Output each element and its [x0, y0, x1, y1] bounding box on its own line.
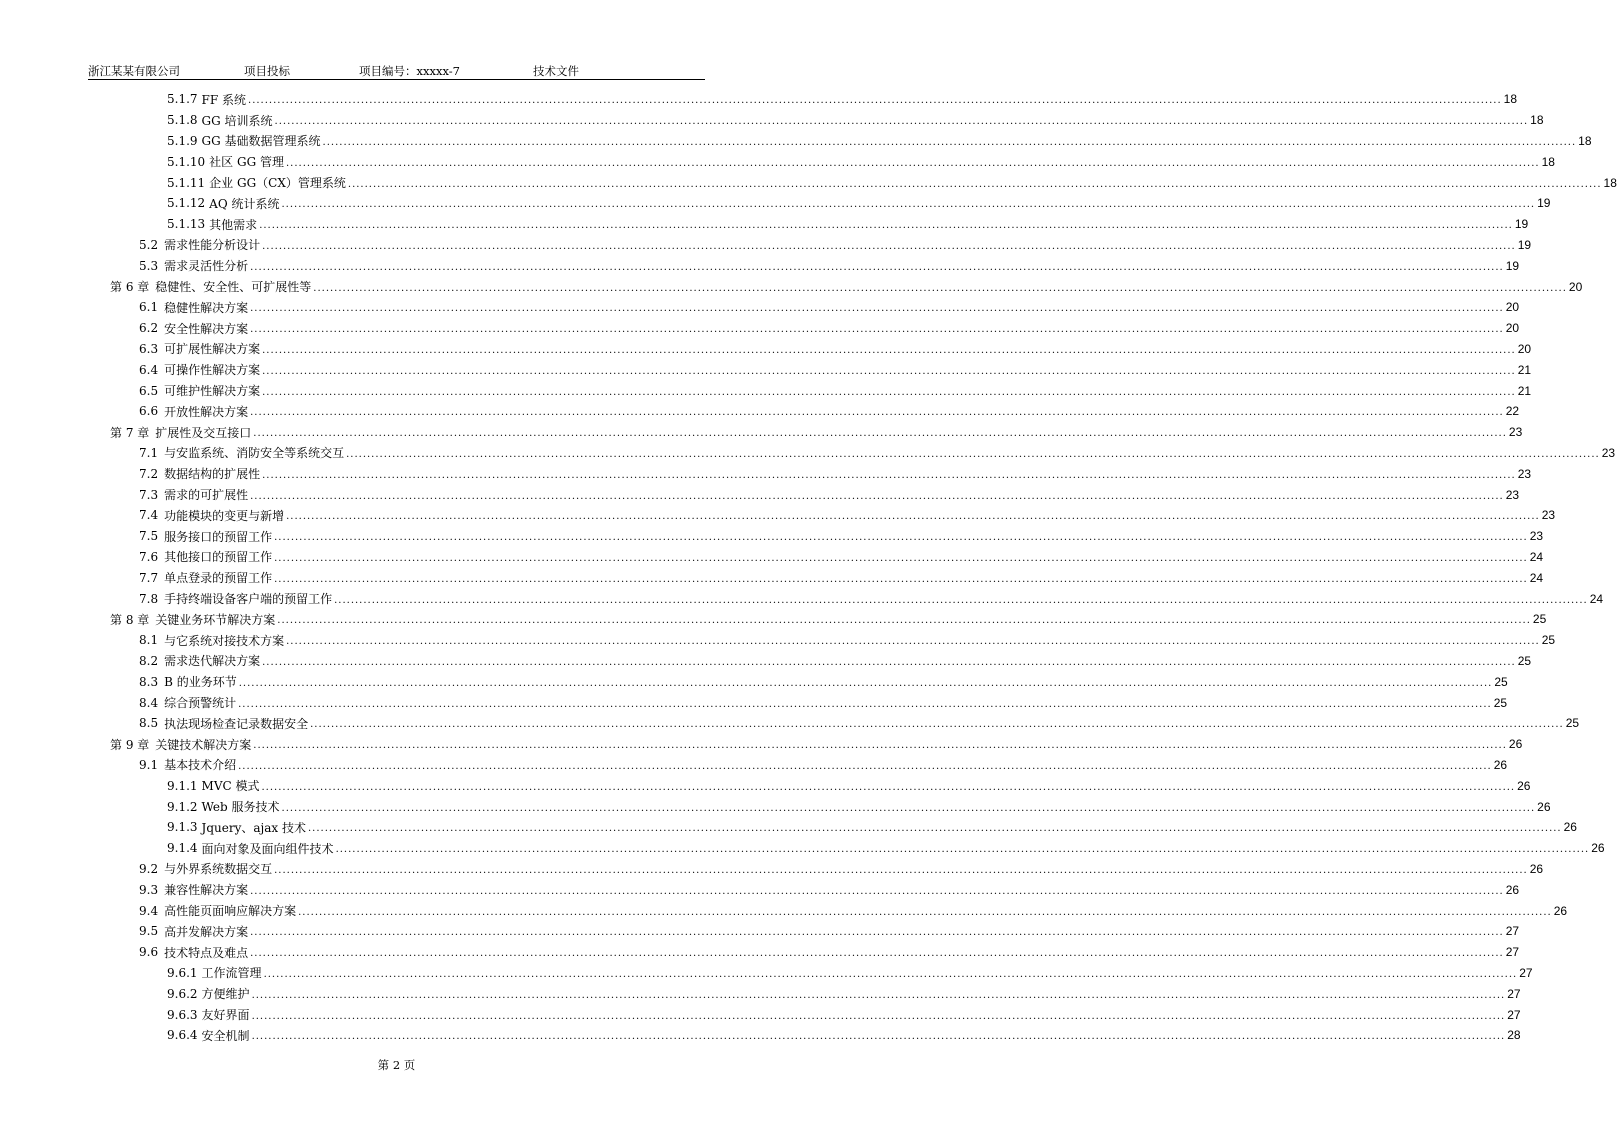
toc-entry[interactable] [139, 671, 1508, 692]
toc-entry-number: 9.1.1 [167, 778, 198, 793]
toc-entry-page: 23 [1529, 529, 1544, 544]
toc-dot-leader: ............................................................................................................................................................................................................................................................................................................ [250, 885, 1504, 897]
toc-dot-leader: ............................................................................................................................................................................................................................................................................................................ [346, 448, 1600, 460]
toc-entry-number: 5.3 [139, 258, 159, 273]
toc-entry-page: 25 [1541, 633, 1556, 648]
toc-entry-title: 服务接口的预留工作 [164, 529, 273, 544]
toc-entry-page: 23 [1601, 445, 1616, 460]
toc-entry[interactable] [167, 817, 1577, 838]
toc-entry-page: 23 [1541, 508, 1556, 523]
toc-entry-title: 其他接口的预留工作 [164, 550, 273, 565]
toc-entry-number: 第 7 章 [110, 425, 150, 440]
toc-entry[interactable] [167, 838, 1605, 859]
toc-entry[interactable] [139, 588, 1604, 609]
toc-entry-title: 手持终端设备客户端的预留工作 [164, 592, 333, 607]
toc-entry-number: 6.5 [139, 383, 159, 398]
toc-entry[interactable] [139, 567, 1544, 588]
toc-entry-title: 安全机制 [201, 1028, 250, 1043]
toc-entry[interactable] [139, 339, 1532, 360]
toc-entry-number: 9.6.1 [167, 965, 198, 980]
toc-entry[interactable] [139, 713, 1580, 734]
toc-entry-title: 需求的可扩展性 [164, 488, 249, 503]
toc-dot-leader: ............................................................................................................................................................................................................................................................................................................ [262, 240, 1516, 252]
toc-entry-page: 26 [1537, 799, 1551, 814]
toc-entry-title: 数据结构的扩展性 [164, 467, 261, 482]
toc-entry[interactable] [167, 983, 1521, 1004]
toc-entry[interactable] [139, 692, 1508, 713]
toc-entry-number: 6.3 [139, 341, 159, 356]
toc-dot-leader: ............................................................................................................................................................................................................................................................................................................ [253, 740, 1507, 752]
toc-entry-page: 26 [1508, 737, 1523, 752]
toc-entry-title: B 的业务环节 [164, 675, 237, 690]
toc-entry-title: 需求灵活性分析 [164, 259, 249, 274]
toc-entry-title: 扩展性及交互接口 [155, 425, 252, 440]
toc-entry-page: 27 [1507, 1007, 1521, 1022]
toc-dot-leader: ............................................................................................................................................................................................................................................................................................................ [313, 282, 1567, 294]
toc-entry-page: 18 [1503, 92, 1517, 107]
toc-entry-page: 18 [1603, 175, 1617, 190]
toc-dot-leader: ............................................................................................................................................................................................................................................................................................................ [274, 552, 1528, 564]
toc-entry-page: 19 [1517, 237, 1532, 252]
toc-entry-title: AQ 统计系统 [209, 196, 280, 211]
toc-entry[interactable] [139, 401, 1520, 422]
toc-entry-number: 5.1.8 [167, 113, 198, 128]
toc-dot-leader: ............................................................................................................................................................................................................................................................................................................ [274, 573, 1528, 585]
toc-entry-page: 27 [1507, 986, 1521, 1001]
toc-entry-title: 与它系统对接技术方案 [164, 633, 285, 648]
toc-entry[interactable] [139, 859, 1544, 880]
toc-entry[interactable] [139, 255, 1520, 276]
toc-entry-page: 19 [1514, 217, 1529, 232]
toc-entry[interactable] [110, 609, 1547, 630]
toc-entry-page: 23 [1517, 466, 1532, 481]
toc-dot-leader: ............................................................................................................................................................................................................................................................................................................ [253, 428, 1507, 440]
toc-entry[interactable] [167, 214, 1529, 235]
toc-dot-leader: ............................................................................................................................................................................................................................................................................................................ [261, 781, 1516, 793]
toc-dot-leader: ............................................................................................................................................................................................................................................................................................................ [251, 1010, 1506, 1022]
toc-entry[interactable] [139, 547, 1544, 568]
toc-entry-title: 与外界系统数据交互 [164, 862, 273, 877]
toc-entry[interactable] [139, 235, 1532, 256]
toc-entry[interactable] [139, 526, 1544, 547]
toc-dot-leader: ............................................................................................................................................................................................................................................................................................................ [262, 656, 1516, 668]
toc-entry[interactable] [139, 755, 1508, 776]
toc-dot-leader: ............................................................................................................................................................................................................................................................................................................ [238, 698, 1492, 710]
toc-dot-leader: ............................................................................................................................................................................................................................................................................................................ [250, 407, 1504, 419]
toc-entry-title: 高性能页面响应解决方案 [164, 904, 297, 919]
toc-entry-title: 企业 GG（CX）管理系统 [209, 176, 346, 191]
toc-entry[interactable] [139, 921, 1520, 942]
toc-entry-number: 9.3 [139, 882, 159, 897]
toc-entry-title: 执法现场检查记录数据安全 [164, 716, 309, 731]
toc-entry-page: 24 [1529, 570, 1544, 585]
toc-entry-page: 23 [1508, 425, 1523, 440]
toc-entry-title: 可操作性解决方案 [164, 363, 261, 378]
toc-entry-title: 社区 GG 管理 [209, 155, 284, 170]
toc-entry[interactable] [139, 484, 1520, 505]
toc-dot-leader: ............................................................................................................................................................................................................................................................................................................ [277, 615, 1531, 627]
toc-entry-number: 9.2 [139, 861, 159, 876]
toc-entry-title: 其他需求 [209, 217, 258, 232]
toc-entry-title: 综合预警统计 [164, 696, 237, 711]
toc-entry-number: 6.1 [139, 300, 159, 315]
toc-dot-leader: ............................................................................................................................................................................................................................................................................................................ [308, 823, 1562, 835]
toc-entry-page: 20 [1517, 341, 1532, 356]
toc-dot-leader: ............................................................................................................................................................................................................................................................................................................ [251, 1031, 1506, 1043]
toc-entry-number: 6.6 [139, 404, 159, 419]
toc-entry[interactable] [139, 463, 1532, 484]
toc-entry-title: 面向对象及面向组件技术 [201, 841, 334, 856]
toc-entry-page: 26 [1493, 757, 1508, 772]
toc-entry-page: 23 [1505, 487, 1520, 502]
toc-entry-number: 9.6.4 [167, 1028, 198, 1043]
toc-entry-title: Jquery、ajax 技术 [201, 820, 306, 835]
toc-entry-page: 21 [1517, 383, 1532, 398]
toc-entry[interactable] [139, 942, 1520, 963]
toc-dot-leader: ............................................................................................................................................................................................................................................................................................................ [347, 178, 1602, 190]
toc-entry-page: 18 [1530, 113, 1544, 128]
toc-entry-page: 26 [1517, 778, 1531, 793]
toc-dot-leader: ............................................................................................................................................................................................................................................................................................................ [238, 677, 1493, 689]
toc-entry-number: 9.1 [139, 757, 159, 772]
page-number: 第 2 页 [377, 1058, 416, 1072]
toc-entry-title: 关键技术解决方案 [155, 737, 252, 752]
toc-entry[interactable] [139, 651, 1532, 672]
toc-entry-page: 26 [1529, 861, 1544, 876]
toc-dot-leader: ............................................................................................................................................................................................................................................................................................................ [262, 365, 1516, 377]
toc-entry-title: FF 系统 [201, 92, 247, 107]
toc-entry-number: 7.2 [139, 466, 159, 481]
toc-dot-leader: ............................................................................................................................................................................................................................................................................................................ [298, 906, 1552, 918]
toc-entry-title: 功能模块的变更与新增 [164, 508, 285, 523]
toc-entry-title: GG 培训系统 [201, 113, 273, 128]
toc-entry-title: 方便维护 [201, 987, 250, 1002]
toc-entry[interactable] [110, 734, 1523, 755]
toc-entry-title: MVC 模式 [201, 779, 260, 794]
toc-entry[interactable] [139, 900, 1568, 921]
toc-dot-leader: ............................................................................................................................................................................................................................................................................................................ [263, 968, 1518, 980]
toc-entry-number: 6.4 [139, 362, 159, 377]
toc-dot-leader: ............................................................................................................................................................................................................................................................................................................ [262, 344, 1516, 356]
toc-dot-leader: ............................................................................................................................................................................................................................................................................................................ [285, 157, 1540, 169]
toc-entry-page: 25 [1493, 695, 1508, 710]
toc-entry-number: 6.2 [139, 321, 159, 336]
toc-entry-page: 22 [1505, 404, 1520, 419]
toc-dot-leader: ............................................................................................................................................................................................................................................................................................................ [281, 199, 1536, 211]
header-project-number: 项目编号：xxxxx-7 [359, 64, 460, 78]
toc-entry-title: 可扩展性解决方案 [164, 342, 261, 357]
toc-entry-page: 18 [1578, 133, 1592, 148]
toc-dot-leader: ............................................................................................................................................................................................................................................................................................................ [310, 719, 1564, 731]
toc-entry-number: 7.1 [139, 445, 159, 460]
toc-entry-number: 5.1.7 [167, 92, 198, 107]
toc-dot-leader: ............................................................................................................................................................................................................................................................................................................ [238, 760, 1492, 772]
toc-entry[interactable] [139, 443, 1616, 464]
toc-entry-page: 26 [1553, 903, 1568, 918]
toc-entry-title: 高并发解决方案 [164, 924, 249, 939]
toc-entry-number: 7.4 [139, 508, 159, 523]
toc-entry-title: Web 服务技术 [201, 800, 280, 815]
toc-entry-number: 9.1.3 [167, 820, 198, 835]
toc-entry-number: 5.1.13 [167, 217, 206, 232]
toc-entry-number: 9.6.3 [167, 1007, 198, 1022]
toc-entry[interactable] [139, 630, 1556, 651]
toc-dot-leader: ............................................................................................................................................................................................................................................................................................................ [250, 324, 1504, 336]
toc-entry-number: 第 8 章 [110, 612, 150, 627]
toc-dot-leader: ............................................................................................................................................................................................................................................................................................................ [248, 95, 1502, 107]
toc-entry-page: 19 [1537, 196, 1551, 211]
toc-entry[interactable] [167, 131, 1592, 152]
toc-entry-page: 19 [1505, 258, 1520, 273]
toc-entry-page: 20 [1505, 321, 1520, 336]
header-project: 项目投标 [244, 64, 290, 78]
toc-entry[interactable] [167, 796, 1551, 817]
toc-entry-page: 27 [1519, 965, 1533, 980]
toc-entry-number: 5.2 [139, 237, 159, 252]
toc-entry[interactable] [110, 276, 1583, 297]
toc-dot-leader: ............................................................................................................................................................................................................................................................................................................ [286, 636, 1540, 648]
toc-entry[interactable] [139, 879, 1520, 900]
toc-entry-page: 25 [1517, 653, 1532, 668]
toc-entry-number: 9.4 [139, 903, 159, 918]
toc-dot-leader: ............................................................................................................................................................................................................................................................................................................ [322, 136, 1577, 148]
toc-entry-title: GG 基础数据管理系统 [201, 134, 321, 149]
toc-entry-title: 基本技术介绍 [164, 758, 237, 773]
toc-entry-page: 26 [1505, 882, 1520, 897]
toc-entry-page: 25 [1532, 612, 1547, 627]
toc-entry-number: 8.4 [139, 695, 159, 710]
toc-entry-number: 7.8 [139, 591, 159, 606]
toc-entry-title: 稳健性、安全性、可扩展性等 [155, 280, 312, 295]
toc-dot-leader: ............................................................................................................................................................................................................................................................................................................ [250, 261, 1504, 273]
toc-entry-title: 安全性解决方案 [164, 321, 249, 336]
toc-entry-number: 7.7 [139, 570, 159, 585]
toc-entry-number: 8.1 [139, 633, 159, 648]
toc-dot-leader: ............................................................................................................................................................................................................................................................................................................ [250, 490, 1504, 502]
toc-entry-number: 5.1.11 [167, 175, 206, 190]
toc-entry-title: 与安监系统、消防安全等系统交互 [164, 446, 345, 461]
toc-entry-page: 26 [1591, 841, 1605, 856]
toc-entry-number: 7.5 [139, 529, 159, 544]
toc-entry[interactable] [167, 963, 1533, 984]
toc-entry-number: 第 6 章 [110, 280, 150, 295]
toc-entry-number: 9.5 [139, 924, 159, 939]
toc-entry-number: 9.6.2 [167, 986, 198, 1001]
header-company: 浙江某某有限公司 [88, 64, 180, 78]
toc-dot-leader: ............................................................................................................................................................................................................................................................................................................ [251, 989, 1506, 1001]
toc-entry-number: 9.1.4 [167, 841, 198, 856]
toc-entry-title: 稳健性解决方案 [164, 300, 249, 315]
header-doc-type: 技术文件 [533, 64, 579, 78]
toc-entry-number: 9.6 [139, 945, 159, 960]
toc-entry-title: 单点登录的预留工作 [164, 571, 273, 586]
toc-entry[interactable] [167, 89, 1517, 110]
toc-entry-number: 7.6 [139, 549, 159, 564]
toc-entry[interactable] [167, 151, 1555, 172]
page-header [88, 63, 705, 80]
toc-entry-number: 7.3 [139, 487, 159, 502]
toc-dot-leader: ............................................................................................................................................................................................................................................................................................................ [250, 303, 1504, 315]
toc-entry-title: 可维护性解决方案 [164, 384, 261, 399]
toc-entry-page: 25 [1565, 716, 1580, 731]
toc-entry[interactable] [167, 193, 1551, 214]
toc-entry[interactable] [167, 1025, 1521, 1046]
toc-entry-page: 27 [1505, 924, 1520, 939]
toc-entry-page: 20 [1505, 300, 1520, 315]
toc-entry-page: 25 [1494, 674, 1508, 689]
toc-entry-number: 5.1.10 [167, 154, 206, 169]
toc-entry-page: 24 [1589, 591, 1604, 606]
toc-entry-number: 8.5 [139, 716, 159, 731]
toc-dot-leader: ............................................................................................................................................................................................................................................................................................................ [250, 927, 1504, 939]
toc-entry[interactable] [139, 297, 1520, 318]
toc-dot-leader: ............................................................................................................................................................................................................................................................................................................ [286, 511, 1540, 523]
toc-entry[interactable] [167, 110, 1544, 131]
toc-entry-page: 28 [1507, 1028, 1521, 1043]
toc-dot-leader: ............................................................................................................................................................................................................................................................................................................ [335, 844, 1590, 856]
toc-entry-number: 8.3 [139, 674, 159, 689]
toc-entry[interactable] [167, 1004, 1521, 1025]
toc-entry-number: 8.2 [139, 653, 159, 668]
toc-entry[interactable] [139, 318, 1520, 339]
toc-entry[interactable] [139, 359, 1532, 380]
toc-dot-leader: ............................................................................................................................................................................................................................................................................................................ [259, 220, 1513, 232]
toc-entry[interactable] [167, 172, 1617, 193]
toc-entry-page: 21 [1517, 362, 1532, 377]
toc-entry[interactable] [110, 422, 1523, 443]
toc-dot-leader: ............................................................................................................................................................................................................................................................................................................ [250, 948, 1504, 960]
toc-dot-leader: ............................................................................................................................................................................................................................................................................................................ [274, 864, 1528, 876]
toc-entry-title: 友好界面 [201, 1008, 250, 1023]
toc-entry-page: 18 [1541, 154, 1555, 169]
toc-entry-title: 需求性能分析设计 [164, 238, 261, 253]
toc-entry-number: 9.1.2 [167, 799, 198, 814]
toc-entry-title: 兼容性解决方案 [164, 883, 249, 898]
toc-entry-title: 需求迭代解决方案 [164, 654, 261, 669]
toc-dot-leader: ............................................................................................................................................................................................................................................................................................................ [262, 386, 1516, 398]
toc-entry[interactable] [139, 380, 1532, 401]
toc-entry-number: 5.1.12 [167, 196, 206, 211]
toc-entry[interactable] [167, 775, 1531, 796]
toc-entry-page: 26 [1563, 820, 1577, 835]
toc-entry-title: 工作流管理 [201, 966, 262, 981]
toc-entry-title: 关键业务环节解决方案 [155, 612, 276, 627]
toc-entry[interactable] [139, 505, 1556, 526]
toc-entry-page: 27 [1505, 945, 1520, 960]
toc-dot-leader: ............................................................................................................................................................................................................................................................................................................ [281, 802, 1536, 814]
toc-dot-leader: ............................................................................................................................................................................................................................................................................................................ [262, 469, 1516, 481]
toc-entry-title: 开放性解决方案 [164, 404, 249, 419]
toc-entry-number: 第 9 章 [110, 737, 150, 752]
toc-dot-leader: ............................................................................................................................................................................................................................................................................................................ [274, 116, 1529, 128]
toc-entry-title: 技术特点及难点 [164, 945, 249, 960]
toc-dot-leader: ............................................................................................................................................................................................................................................................................................................ [274, 532, 1528, 544]
toc-entry-page: 24 [1529, 549, 1544, 564]
toc-dot-leader: ............................................................................................................................................................................................................................................................................................................ [334, 594, 1588, 606]
toc-entry-number: 5.1.9 [167, 133, 198, 148]
toc-entry-page: 20 [1568, 279, 1583, 294]
